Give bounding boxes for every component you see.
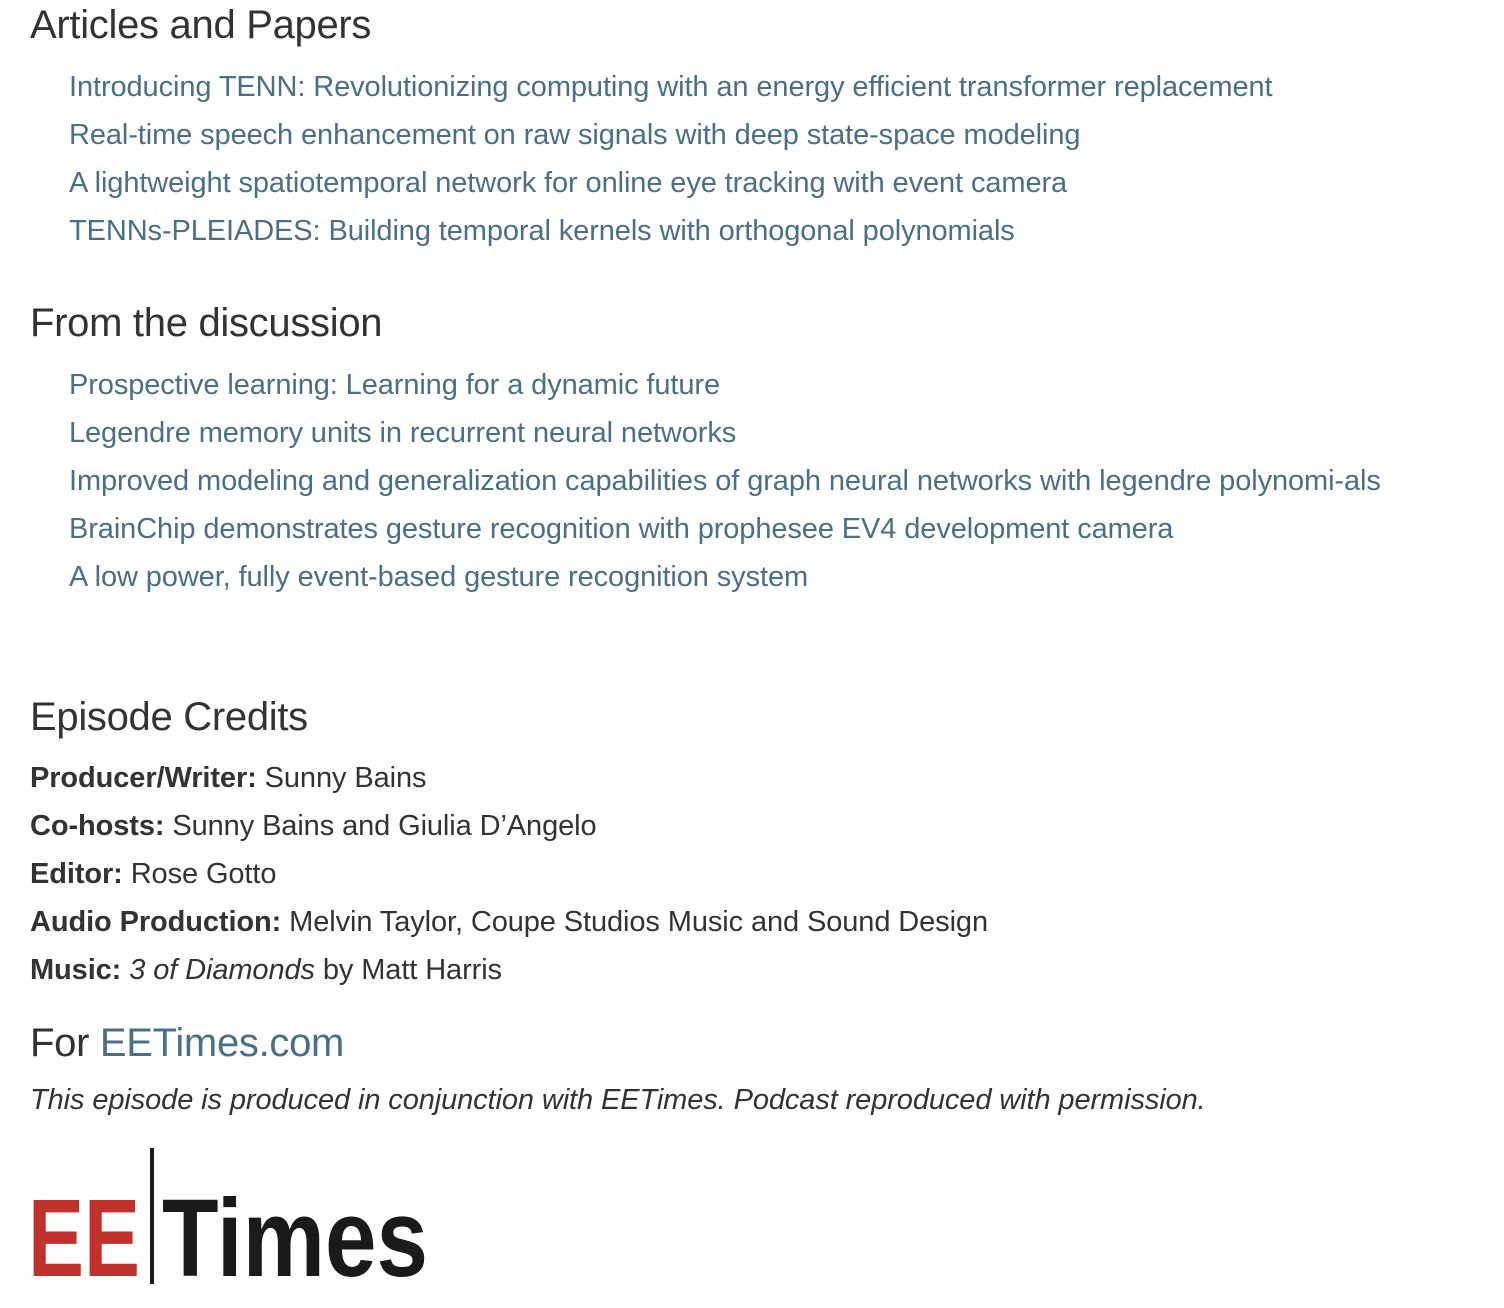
logo-ee-text: EE — [28, 1177, 140, 1300]
articles-heading: Articles and Papers — [30, 3, 372, 47]
list-item[interactable] — [69, 207, 1273, 255]
list-item[interactable] — [69, 553, 1459, 601]
credit-music — [30, 946, 988, 994]
articles-section — [30, 0, 1273, 255]
article-link[interactable]: TENNs-PLEIADES: Building temporal kernels with orthogonal polynomials — [69, 215, 1015, 247]
credit-label: Editor: — [30, 858, 123, 890]
credit-label: Music: — [30, 954, 122, 986]
eetimes-logo — [28, 1148, 438, 1300]
music-title: 3 of Diamonds — [129, 954, 315, 986]
credit-label: Co-hosts: — [30, 810, 165, 842]
list-item[interactable] — [69, 361, 1459, 409]
list-item[interactable] — [69, 63, 1273, 111]
discussion-link[interactable]: Legendre memory units in recurrent neural networks — [69, 417, 737, 449]
article-link[interactable]: Introducing TENN: Revolutionizing computing with an energy efficient transformer replacement — [69, 71, 1273, 103]
credit-value: Sunny Bains and Giulia D’Angelo — [164, 810, 597, 842]
logo-times-text: Times — [162, 1177, 428, 1300]
credit-producer — [30, 754, 988, 802]
list-item[interactable] — [69, 409, 1459, 457]
credits-heading: Episode Credits — [30, 695, 308, 739]
for-heading — [30, 1018, 1206, 1068]
list-item[interactable] — [69, 111, 1273, 159]
credit-value: Sunny Bains — [256, 762, 427, 794]
list-item[interactable] — [69, 159, 1273, 207]
article-link[interactable]: Real-time speech enhancement on raw signals with deep state-space modeling — [69, 119, 1081, 151]
for-section — [30, 1018, 1206, 1117]
discussion-section — [30, 298, 1459, 601]
credit-cohosts — [30, 802, 988, 850]
list-item[interactable] — [69, 457, 1459, 505]
discussion-heading: From the discussion — [30, 301, 383, 345]
logo-divider — [150, 1148, 154, 1284]
article-link[interactable]: A lightweight spatiotemporal network for online eye tracking with event camera — [69, 167, 1068, 199]
list-item[interactable] — [69, 505, 1459, 553]
credit-value: Rose Gotto — [122, 858, 277, 890]
discussion-list — [30, 361, 1459, 601]
credit-label: Producer/Writer: — [30, 762, 257, 794]
permission-note: This episode is produced in conjunction with EETimes. Podcast reproduced with permission. — [30, 1084, 1206, 1116]
credit-label: Audio Production: — [30, 906, 282, 938]
credit-editor — [30, 850, 988, 898]
credit-value: Melvin Taylor, Coupe Studios Music and Sound Design — [281, 906, 988, 938]
credits-section — [30, 692, 988, 994]
credits-list — [30, 754, 988, 994]
discussion-link[interactable]: BrainChip demonstrates gesture recognition with prophesee EV4 development camera — [69, 513, 1174, 545]
discussion-link[interactable]: Prospective learning: Learning for a dynamic future — [69, 369, 720, 401]
credit-audio — [30, 898, 988, 946]
eetimes-link[interactable]: EETimes.com — [99, 1021, 345, 1065]
for-prefix: For — [30, 1021, 100, 1065]
discussion-link[interactable]: Improved modeling and generalization capabilities of graph neural networks with legendre polynomi-als — [69, 465, 1381, 497]
articles-list — [30, 63, 1273, 255]
credit-value: by Matt Harris — [314, 954, 502, 986]
discussion-link[interactable]: A low power, fully event-based gesture recognition system — [69, 561, 809, 593]
